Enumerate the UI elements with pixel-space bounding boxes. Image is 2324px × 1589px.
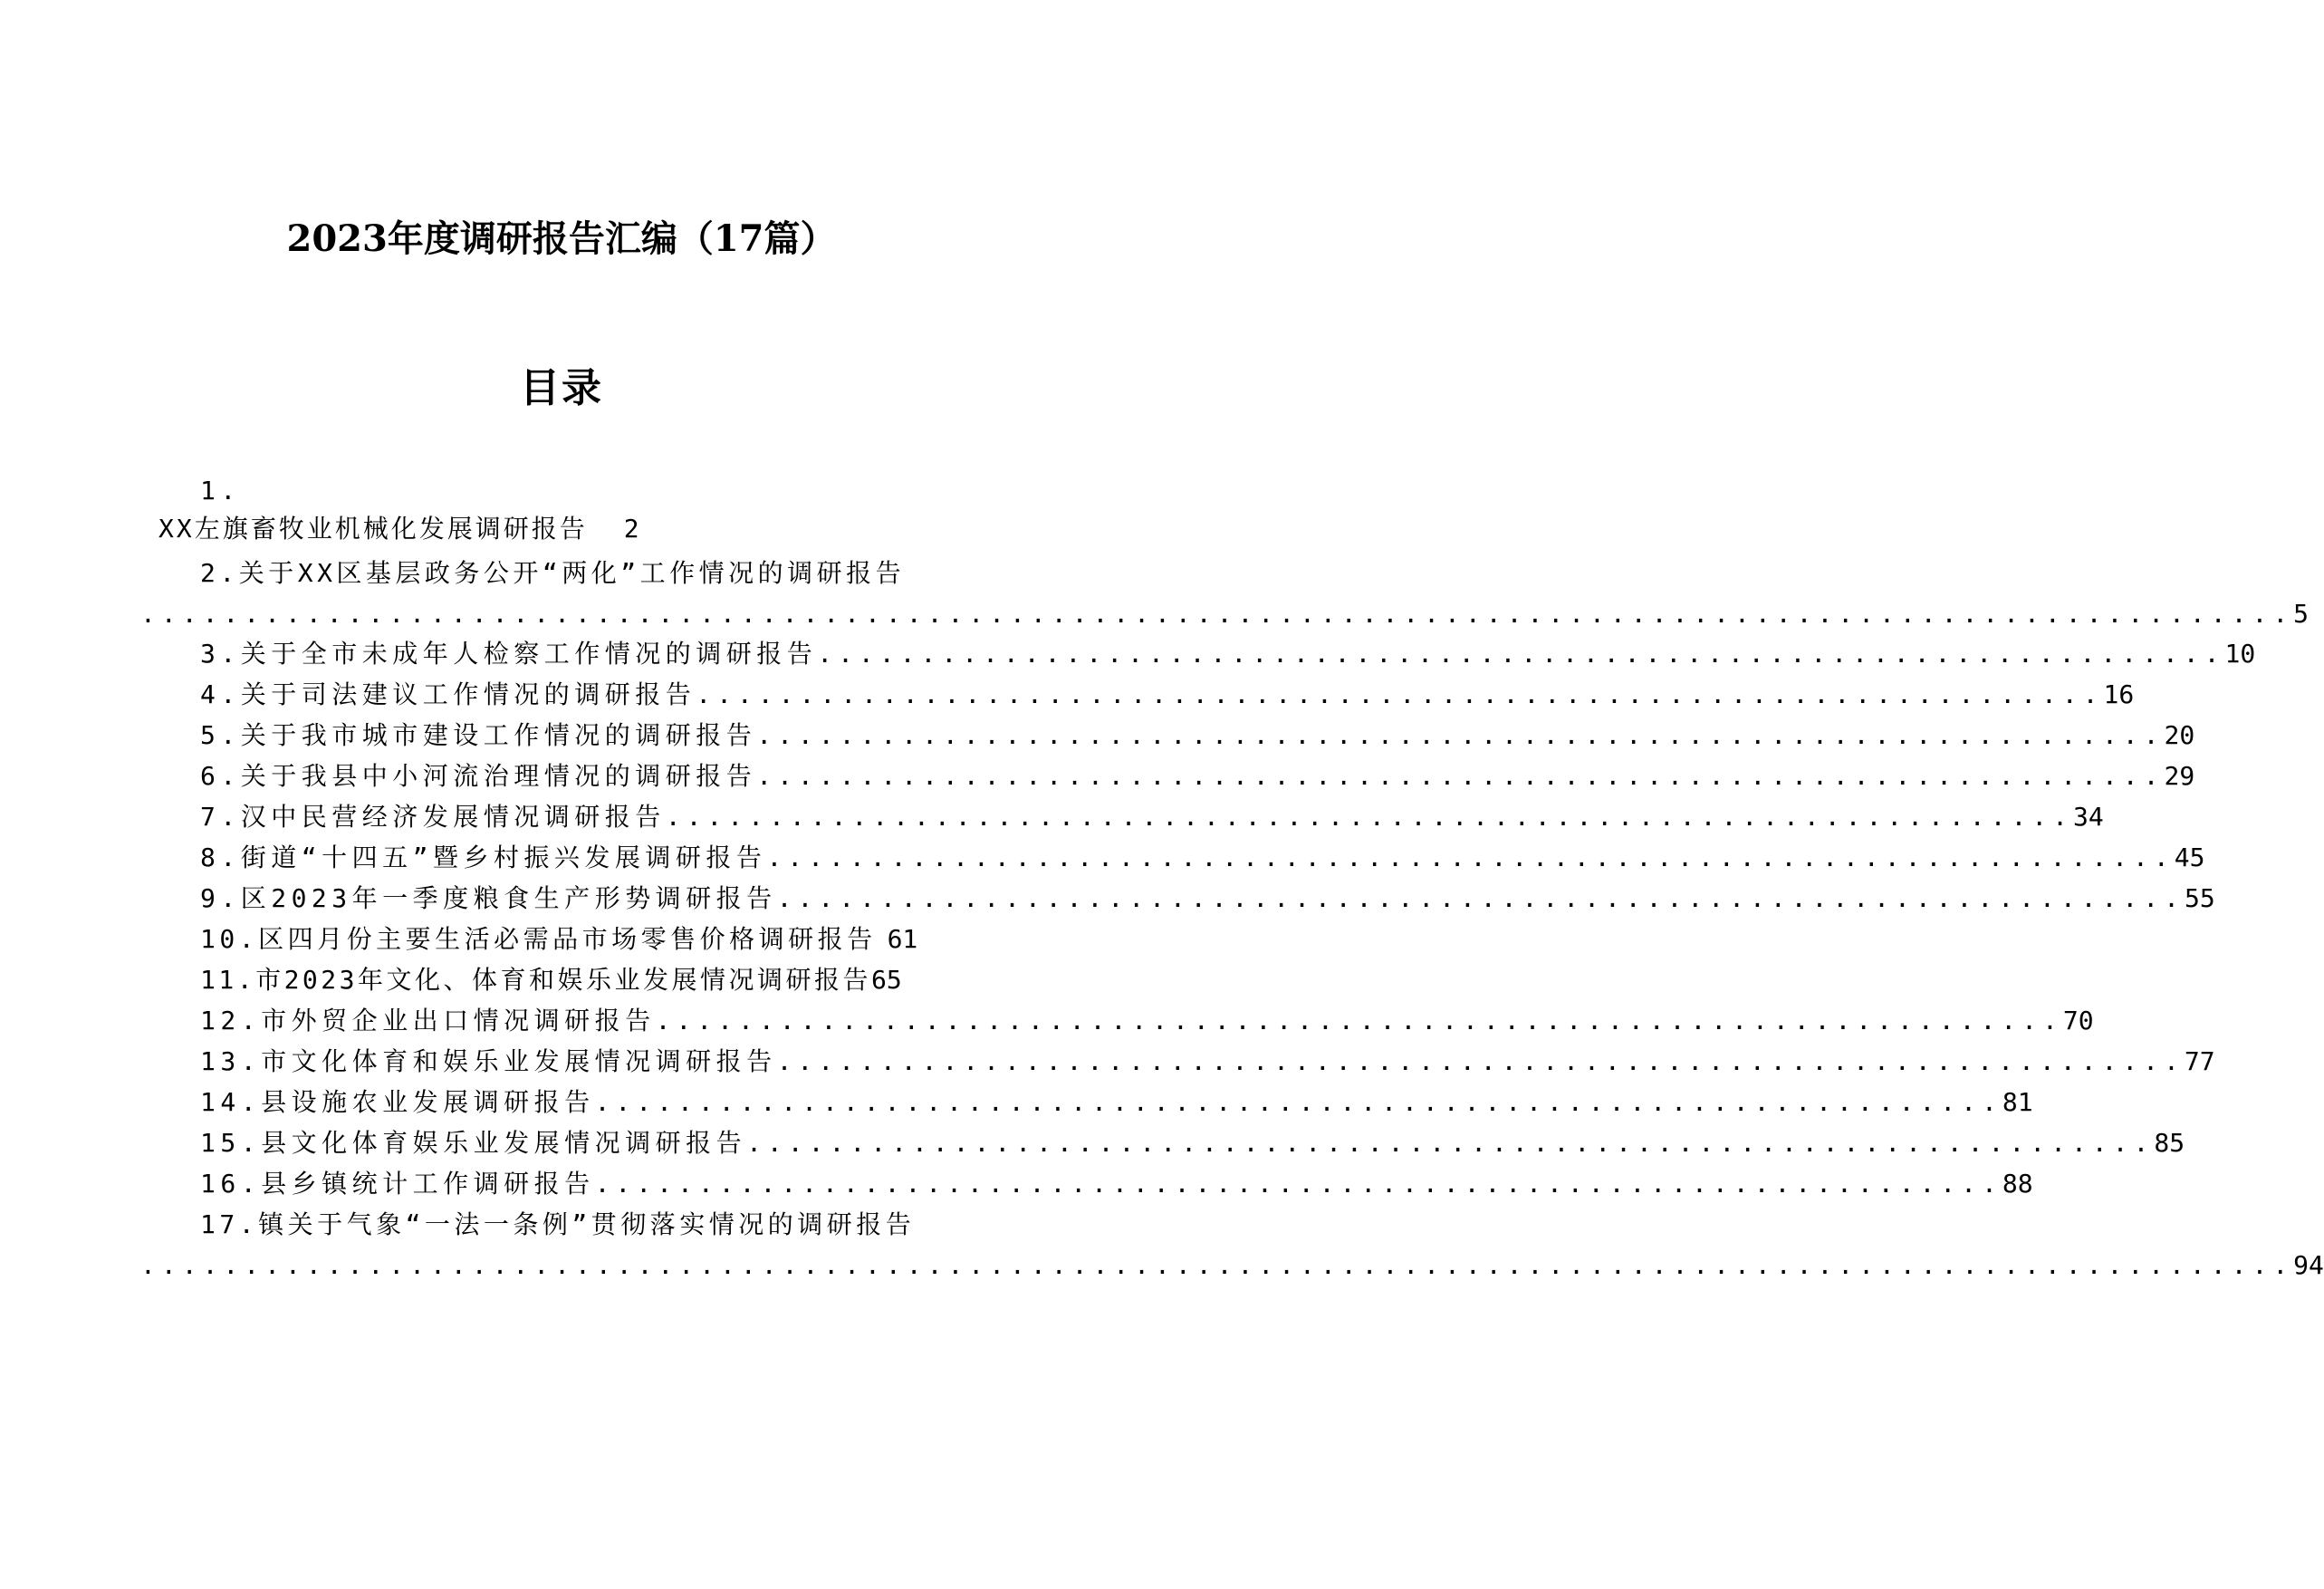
toc-entry-1[interactable]	[158, 513, 642, 545]
toc-entry-9[interactable]	[200, 882, 2215, 915]
dot-leader: ....................................................................	[776, 883, 2185, 913]
toc-entry-title: 12.市外贸企业出口情况调研报告	[200, 1006, 656, 1035]
dot-leader: ....................................................................	[594, 1169, 2002, 1199]
toc-entry-page: 77	[2184, 1046, 2215, 1076]
dot-leader: ....................................................................	[766, 843, 2175, 872]
toc-entry-1-number[interactable]: 1.	[200, 476, 241, 506]
toc-entry-page: 2	[623, 514, 642, 544]
toc-entry-title: 5.关于我市城市建设工作情况的调研报告	[200, 720, 757, 750]
toc-entry-page: 81	[2002, 1087, 2033, 1117]
toc-entry-17-leader[interactable]	[140, 1249, 2324, 1282]
toc-entry-title: 3.关于全市未成年人检察工作情况的调研报告	[200, 639, 818, 669]
dot-leader: ....................................................................	[817, 639, 2225, 669]
toc-entry-page: 45	[2174, 843, 2205, 872]
toc-entry-title: 17.镇关于气象“一法一条例”贯彻落实情况的调研报告	[200, 1209, 916, 1239]
toc-heading: 目录	[520, 365, 603, 411]
toc-entry-page: 34	[2073, 802, 2104, 832]
toc-entry-title: 10.区四月份主要生活必需品市场零售价格调研报告	[200, 924, 877, 954]
toc-entry-page: 85	[2154, 1128, 2185, 1158]
toc-entry-title: 14.县设施农业发展调研报告	[200, 1087, 595, 1117]
toc-entry-page: 10	[2224, 639, 2256, 669]
toc-entry-11[interactable]	[200, 964, 925, 997]
toc-entry-page: 55	[2184, 883, 2215, 913]
toc-entry-14[interactable]	[200, 1086, 2033, 1119]
dot-leader: ....................................................................	[594, 1087, 2002, 1117]
toc-entry-title: 11.市2023年文化、体育和娱乐业发展情况调研报告	[200, 965, 872, 995]
toc-entry-title: 6.关于我县中小河流治理情况的调研报告	[200, 761, 757, 791]
toc-entry-page: 29	[2164, 761, 2195, 791]
dot-leader: ....................................................................	[776, 1046, 2185, 1076]
dot-leader: ....................................................................	[665, 802, 2074, 832]
toc-entry-title: 2.关于XX区基层政务公开“两化”工作情况的调研报告	[200, 558, 906, 588]
toc-entry-title: 13.市文化体育和娱乐业发展情况调研报告	[200, 1046, 777, 1076]
toc-entry-10[interactable]	[200, 923, 925, 956]
toc-entry-title: 4.关于司法建议工作情况的调研报告	[200, 679, 696, 709]
toc-entry-page: 20	[2164, 720, 2195, 750]
toc-entry-title: 7.汉中民营经济发展情况调研报告	[200, 802, 666, 832]
toc-entry-page: 16	[2103, 679, 2135, 709]
dot-leader: ....................................................................	[696, 679, 2104, 709]
toc-entry-3[interactable]	[200, 638, 2256, 670]
toc-entry-7[interactable]	[200, 801, 2104, 833]
document-title: 2023年度调研报告汇编（17篇）	[286, 217, 837, 260]
dot-leader: ....................................................................	[746, 1128, 2155, 1158]
toc-entry-page: 5	[2293, 599, 2310, 629]
toc-entry-12[interactable]	[200, 1005, 2094, 1037]
dot-leader: ....................................................................	[655, 1006, 2063, 1035]
toc-entry-16[interactable]	[200, 1168, 2033, 1200]
toc-entry-title: 16.县乡镇统计工作调研报告	[200, 1169, 595, 1199]
toc-entry-title: XX左旗畜牧业机械化发展调研报告	[158, 514, 588, 544]
dot-leader: ........................................................................................................	[140, 1250, 2294, 1280]
toc-entry-8[interactable]	[200, 842, 2205, 874]
toc-entry-2[interactable]	[200, 557, 905, 590]
dot-leader: ....................................................................	[756, 720, 2165, 750]
toc-entry-page: 61	[887, 924, 918, 954]
toc-entry-15[interactable]	[200, 1127, 2185, 1160]
toc-entry-title: 8.街道“十四五”暨乡村振兴发展调研报告	[200, 843, 767, 872]
dot-leader: ........................................................................................................	[140, 599, 2294, 629]
toc-entry-6[interactable]	[200, 760, 2195, 793]
toc-entry-2-leader[interactable]	[140, 598, 2310, 631]
toc-entry-title: 9.区2023年一季度粮食生产形势调研报告	[200, 883, 777, 913]
toc-entry-4[interactable]	[200, 679, 2135, 711]
toc-entry-page: 94	[2293, 1250, 2324, 1280]
dot-leader: ....................................................................	[756, 761, 2165, 791]
toc-entry-page: 70	[2062, 1006, 2094, 1035]
toc-entry-17[interactable]	[200, 1209, 915, 1241]
toc-entry-page: 65	[871, 965, 902, 995]
toc-entry-page: 88	[2002, 1169, 2033, 1199]
toc-entry-5[interactable]	[200, 719, 2195, 752]
toc-entry-title: 15.县文化体育娱乐业发展情况调研报告	[200, 1128, 747, 1158]
toc-entry-13[interactable]	[200, 1045, 2215, 1078]
